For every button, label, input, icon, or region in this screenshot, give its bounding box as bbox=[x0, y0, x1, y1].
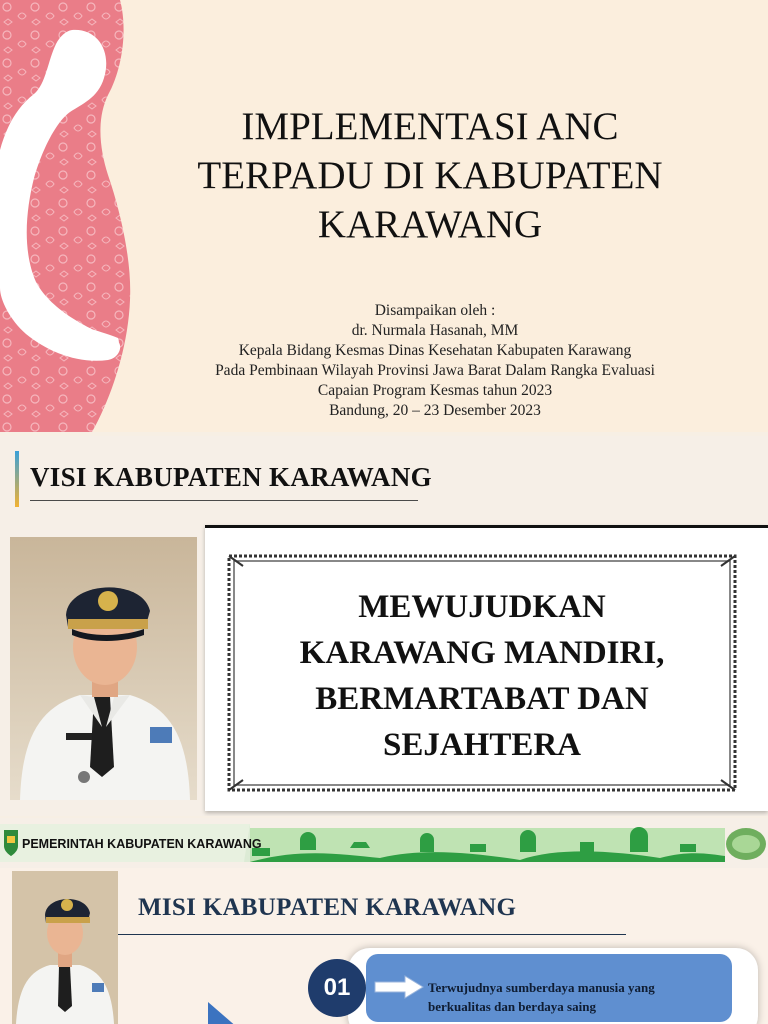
vision-line-1: MEWUJUDKAN bbox=[358, 589, 606, 625]
mission-heading: MISI KABUPATEN KARAWANG bbox=[138, 894, 517, 921]
presenter-line-4: Pada Pembinaan Wilayah Provinsi Jawa Barat Dalam Rangka Evaluasi bbox=[215, 362, 655, 379]
vision-line-4: SEJAHTERA bbox=[382, 727, 582, 763]
mission-heading-underline bbox=[118, 934, 626, 935]
mission-text-line-2: berkualitas dan berdaya saing bbox=[428, 999, 596, 1014]
vision-heading: VISI KABUPATEN KARAWANG bbox=[30, 462, 432, 492]
vision-line-3: BERMARTABAT DAN bbox=[315, 681, 649, 717]
banner-label: PEMERINTAH KABUPATEN KARAWANG bbox=[22, 837, 262, 851]
presenter-line-5: Capaian Program Kesmas tahun 2023 bbox=[317, 382, 553, 399]
arrow-right-icon bbox=[373, 974, 425, 1000]
mission-item-text bbox=[428, 978, 728, 1016]
vision-panel bbox=[205, 525, 768, 811]
title-line-3: KARAWANG bbox=[317, 203, 543, 246]
vision-slide bbox=[0, 436, 768, 816]
title-line-1: IMPLEMENTASI ANC bbox=[241, 105, 619, 148]
pregnant-woman-illustration bbox=[0, 0, 140, 432]
presenter-line-3: Kepala Bidang Kesmas Dinas Kesehatan Kabupaten Karawang bbox=[238, 342, 632, 359]
presenter-line-1: Disampaikan oleh : bbox=[374, 302, 496, 319]
heading-accent-bar bbox=[15, 451, 19, 507]
presenter-line-2: dr. Nurmala Hasanah, MM bbox=[351, 322, 519, 339]
official-portrait-photo-small bbox=[12, 871, 118, 1024]
heading-underline bbox=[30, 500, 418, 501]
official-portrait-photo bbox=[10, 537, 197, 800]
mission-slide bbox=[0, 868, 768, 1024]
vision-statement bbox=[245, 584, 719, 768]
presenter-info bbox=[150, 301, 720, 421]
mission-number-badge: 01 bbox=[308, 959, 366, 1017]
title-slide bbox=[0, 0, 768, 432]
decorative-triangle bbox=[208, 1002, 238, 1024]
title-line-2: TERPADU DI KABUPATEN bbox=[197, 154, 663, 197]
government-banner bbox=[0, 818, 768, 868]
mission-text-line-1: Terwujudnya sumberdaya manusia yang bbox=[428, 980, 655, 995]
presenter-line-6: Bandung, 20 – 23 Desember 2023 bbox=[329, 402, 541, 419]
slide-title bbox=[150, 102, 710, 249]
vision-line-2: KARAWANG MANDIRI, bbox=[299, 635, 665, 671]
